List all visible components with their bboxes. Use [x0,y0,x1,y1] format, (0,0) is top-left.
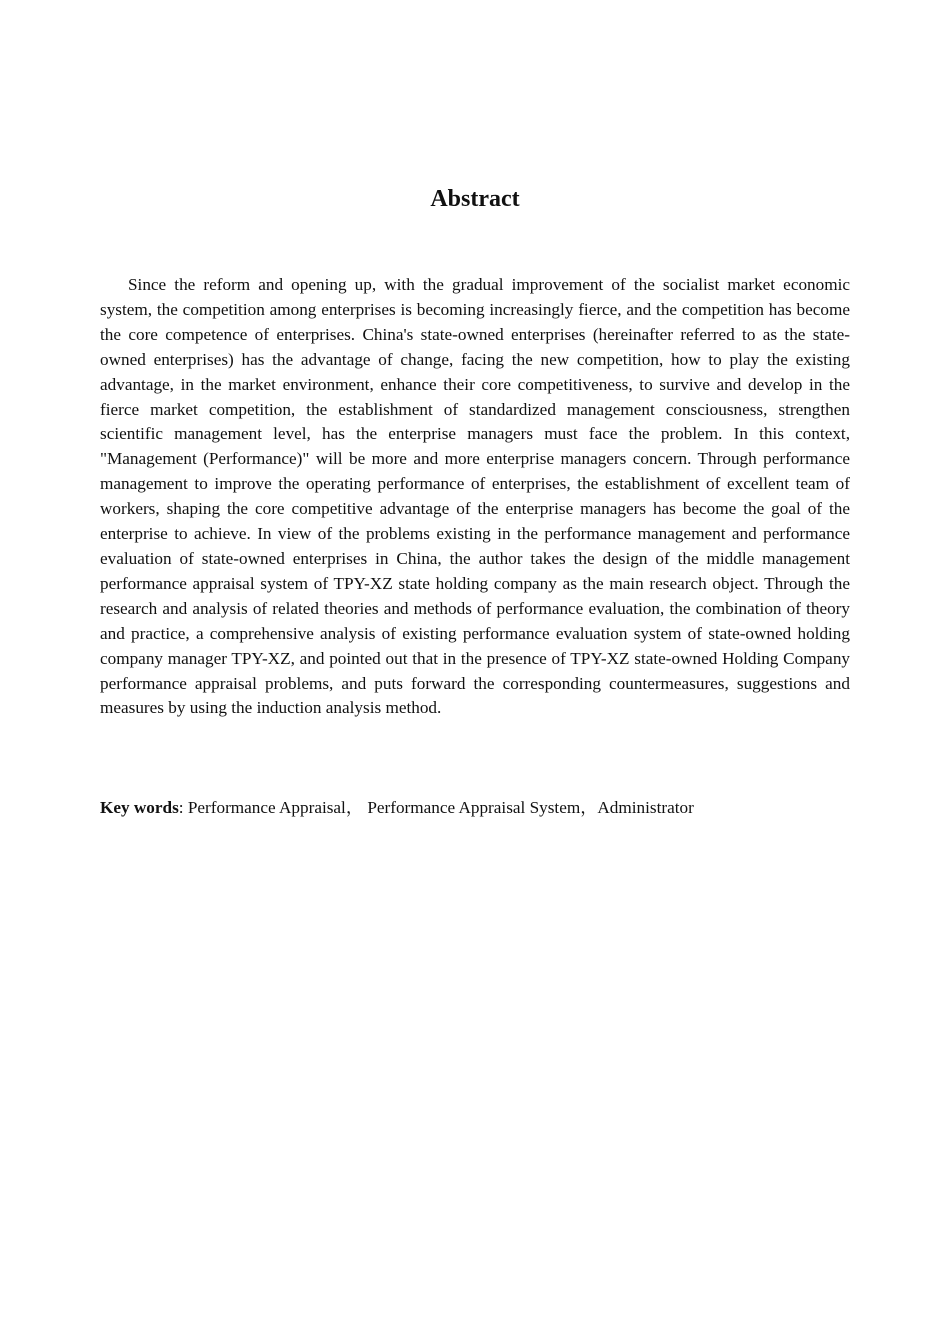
keywords-label: Key words [100,798,179,817]
keyword-item: Performance Appraisal， [187,798,364,817]
keyword-item: Administrator [597,798,694,817]
keywords-line [100,796,850,821]
abstract-paragraph: Since the reform and opening up, with the gradual improvement of the socialist market economic system, the competition among enterprises is becoming increasingly fierce, and the competition has become the core competence of enterprises. China's state-owned enterprises (hereinafter referred to as the state-owned enterprises) has the advantage of change, facing the new competition, how to play the existing advantage, in the market environment, enhance their core competitiveness, to survive and develop in the fierce market competition, the establishment of standardized management consciousness, strengthen scientific management level, has the enterprise managers must face the problem. In this context, "Management (Performance)" will be more and more enterprise managers concern. Through performance management to improve the operating performance of enterprises, the establishment of excellent team of workers, shaping the core competitive advantage of the enterprise managers has become the goal of the enterprise to achieve. In view of the problems existing in the performance management and performance evaluation of state-owned enterprises in China, the author takes the design of the middle management performance appraisal system of TPY-XZ state holding company as the main research object. Through the research and analysis of related theories and methods of performance evaluation, the combination of theory and practice, a comprehensive analysis of existing performance evaluation system of state-owned holding company manager TPY-XZ, and pointed out that in the presence of TPY-XZ state-owned Holding Company performance appraisal problems, and puts forward the corresponding countermeasures, suggestions and measures by using the induction analysis method. [100,275,850,718]
keywords-separator: : [178,798,188,817]
abstract-title: Abstract [430,186,520,212]
keyword-item: Performance Appraisal System， [367,798,598,817]
